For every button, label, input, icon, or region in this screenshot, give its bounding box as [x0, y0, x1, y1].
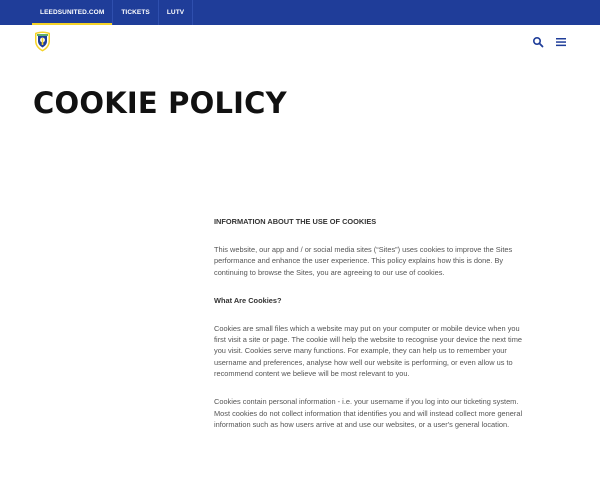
- top-nav-bar: [0, 0, 600, 25]
- cookies-paragraph-2: Cookies contain personal information - i.e. your username if you log into our ticketing system. Most cookies do not collect information that identifies you and will instead collect more general information such as how users arrive at and use our websites, or a user's general location.: [214, 397, 523, 429]
- subheading-what-are-cookies: What Are Cookies?: [214, 295, 282, 305]
- policy-content: [214, 216, 524, 447]
- site-header: [0, 25, 600, 59]
- intro-paragraph: This website, our app and / or social media sites (“Sites”) uses cookies to improve the Sites performance and enhance the user experience. This policy explains how this is done. By continuing to browse the Sites, you are agreeing to our use of cookies.: [214, 245, 513, 277]
- search-icon[interactable]: [532, 36, 544, 48]
- top-nav-tickets[interactable]: TICKETS: [113, 0, 159, 25]
- top-nav-lutv[interactable]: LUTV: [159, 0, 193, 25]
- page-title: COOKIE POLICY: [33, 86, 287, 120]
- cookies-paragraph-1: Cookies are small files which a website may put on your computer or mobile device when you first visit a site or page. The cookie will help the website to recognise your device the next time you visit. Cookies serve many functions. For example, they can help us to remember your username and preferences, analyse how well our website is performing, or even allow us to recommend content we believe will be most relevant to you.: [214, 323, 522, 379]
- section-heading: INFORMATION ABOUT THE USE OF COOKIES: [214, 217, 377, 226]
- hamburger-menu-icon[interactable]: [555, 37, 567, 47]
- club-crest-logo[interactable]: [34, 31, 51, 52]
- top-nav-leedsunited[interactable]: LEEDSUNITED.COM: [32, 0, 113, 25]
